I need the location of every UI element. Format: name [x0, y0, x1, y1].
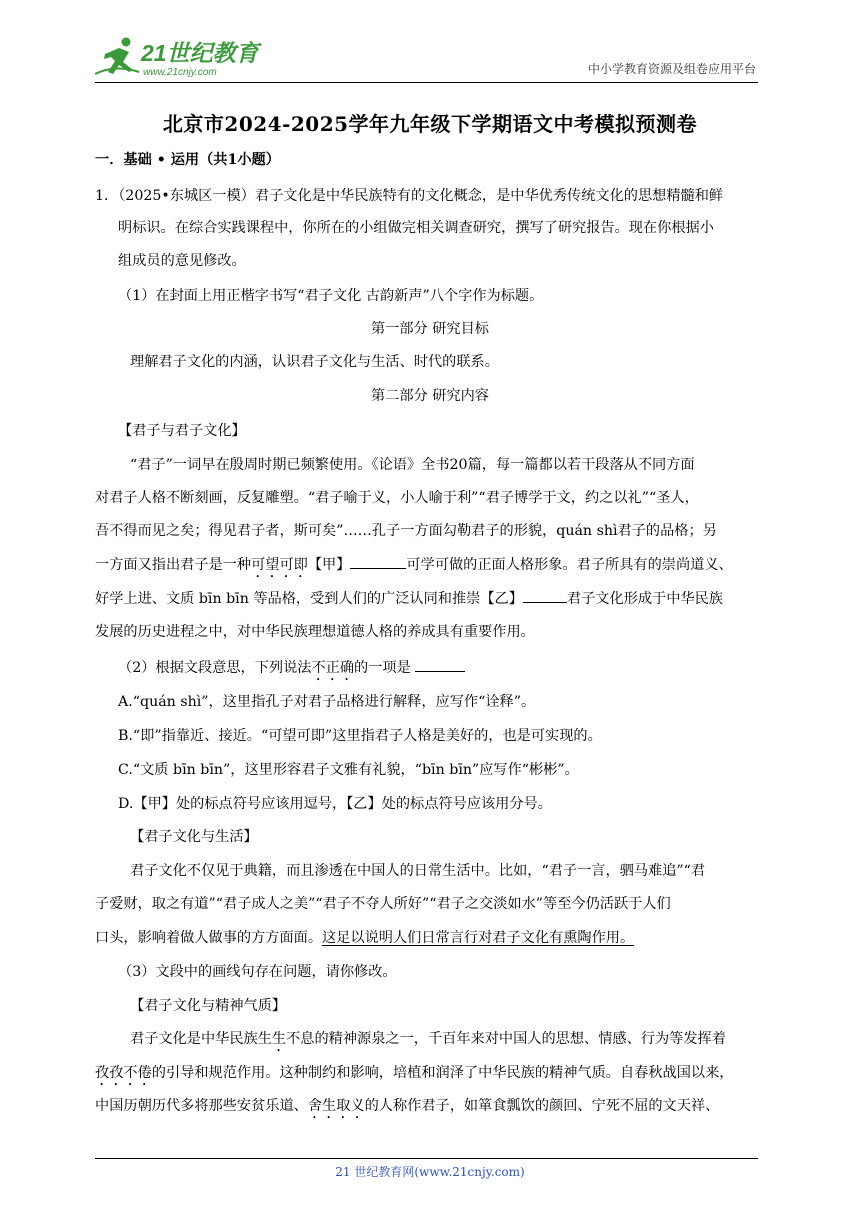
para3-text: 不息的精神源泉之一，千百年来对中国人的思想、情感、行为等发挥着	[286, 1031, 726, 1047]
option-a: A.“quán shì”，这里指孔子对君子品格进行解释，应写作“诠释”。	[118, 694, 536, 710]
para1-line-6: 发展的历史进程之中，对中华民族理想道德人格的养成具有重要作用。	[95, 624, 535, 640]
runner-icon	[95, 38, 139, 75]
para1-line-4	[95, 554, 733, 581]
logo-url: www.21cnjy.com	[143, 67, 217, 78]
answer-blank[interactable]	[415, 657, 465, 672]
dotted-phrase: 可望可即	[251, 557, 308, 573]
platform-name: 中小学教育资源及组卷应用平台	[587, 62, 756, 76]
para1-text: 一方面又指出君子是一种	[95, 557, 252, 573]
para1-text: 君子文化形成于中华民族	[566, 591, 723, 607]
para3-line-3	[95, 1096, 719, 1122]
para1-line-5	[95, 588, 723, 609]
para1-line-2: 对君子人格不断刻画，反复雕塑。“君子喻于义，小人喻于利”“君子博学于文，约之以礼”“圣人，	[95, 490, 699, 506]
para1-text: 可学可做的正面人格形象。君子所具有的崇尚道义、	[406, 557, 733, 573]
para2-line-2: 子爱财，取之有道”“君子成人之美”“君子不夺人所好”“君子之交淡如水”等至今仍活跃于人们	[95, 896, 671, 912]
sub-question-1: （1）在封面上用正楷字书写“君子文化 古韵新声”八个字作为标题。	[118, 288, 544, 304]
dotted-phrase: 孜孜不倦	[95, 1065, 152, 1081]
underlined-sentence: 这足以说明人们日常言行对君子文化有熏陶作用。	[322, 930, 635, 946]
subheading-spirit: 【君子文化与精神气质】	[130, 998, 287, 1014]
para3-text: 中国历朝历代多将那些安贫乐道、	[95, 1098, 308, 1114]
section-heading: 一．基础 • 运用（共1小题）	[95, 152, 280, 168]
para2-line-1: 君子文化不仅见于典籍，而且渗透在中国人的日常生活中。比如，“君子一言，驷马难追”“君	[130, 863, 706, 879]
para3-text: 君子文化是中华民族生	[130, 1031, 272, 1047]
option-d: D.【甲】处的标点符号应该用逗号，【乙】处的标点符号应该用分号。	[118, 796, 552, 812]
subheading-life: 【君子文化与生活】	[130, 829, 258, 845]
part-1-heading: 第一部分 研究目标	[370, 321, 489, 337]
footer-divider	[95, 1158, 758, 1159]
marker-jia: 【甲】	[307, 557, 351, 573]
dotted-phrase: 生	[271, 1031, 287, 1047]
page-title: 北京市2024-2025学年九年级下学期语文中考模拟预测卷	[162, 112, 698, 136]
footer-link[interactable]: 21 世纪教育网(www.21cnjy.com)	[335, 1165, 525, 1179]
option-b: B.“即”指靠近、接近。“可望可即”这里指君子人格是美好的，也是可实现的。	[118, 728, 602, 744]
question-intro-line-2: 明标识。在综合实践课程中，你所在的小组做完相关调查研究，撰写了研究报告。现在你根据小	[118, 220, 714, 236]
para3-text: 的引导和规范作用。这种制约和影响，培植和润泽了中华民族的精神气质。自春秋战国以来，	[151, 1065, 734, 1081]
sub-question-2	[118, 657, 465, 684]
question-intro-line-3: 组成员的意见修改。	[118, 253, 246, 269]
sub2-text: 的一项是	[354, 660, 416, 676]
subheading-junzi: 【君子与君子文化】	[118, 423, 246, 439]
option-c: C.“文质 bīn bīn”，这里形容君子文雅有礼貌，“bīn bīn”应写作“彬彬”。	[118, 762, 579, 778]
para1-line-1: “君子”一词早在殷周时期已频繁使用。《论语》全书20篇，每一篇都以若干段落从不同方面	[130, 457, 695, 473]
part-2-heading: 第二部分 研究内容	[370, 388, 489, 404]
para1-text: 好学上进、文质 bīn bīn 等品格，受到人们的广泛认同和推崇【乙】	[95, 591, 523, 607]
para1-line-3: 吾不得而见之矣；得见君子者，斯可矣”……孔子一方面勾勒君子的形貌，quán shì君子的品格；另	[95, 523, 717, 539]
blank-jia[interactable]	[350, 554, 406, 569]
sub-question-3: （3）文段中的画线句存在问题，请你修改。	[118, 964, 397, 980]
para3-text: 的人称作君子，如箪食瓢饮的颜回、宁死不屈的文天祥、	[364, 1098, 720, 1114]
page-header	[95, 30, 758, 83]
logo-text: 21世纪教育	[141, 40, 259, 66]
logo-21cnjy	[95, 34, 265, 80]
sub2-text: （2）根据文段意思，下列说法	[118, 660, 312, 676]
dotted-phrase: 不正确	[311, 660, 355, 676]
blank-yi[interactable]	[523, 588, 567, 603]
part-1-text: 理解君子文化的内涵，认识君子文化与生活、时代的联系。	[130, 354, 499, 370]
question-intro-line-1: 1．（2025•东城区一模）君子文化是中华民族特有的文化概念，是中华优秀传统文化的思想精髓和鲜	[95, 188, 724, 204]
para2-line-3	[95, 928, 634, 948]
para3-line-1	[130, 1029, 726, 1055]
para2-text: 口头，影响着做人做事的方方面面。	[95, 930, 323, 946]
dotted-phrase: 舍生取义	[307, 1098, 365, 1114]
para3-line-2	[95, 1063, 733, 1089]
